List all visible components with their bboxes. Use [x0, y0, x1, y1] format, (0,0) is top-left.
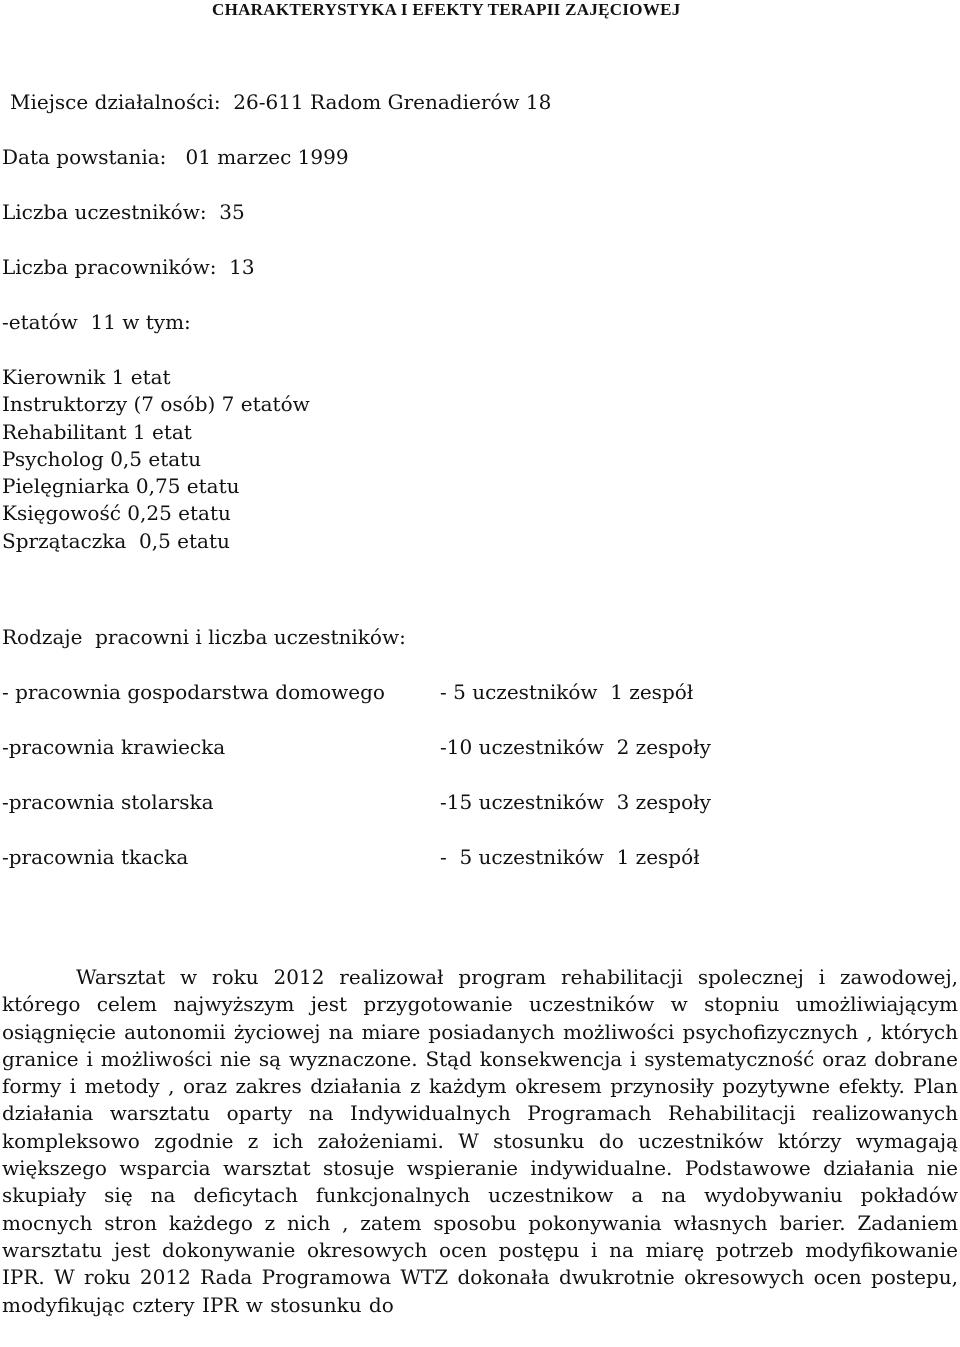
- staff-item: Pielęgniarka 0,75 etatu: [2, 474, 240, 499]
- workshop-name: -pracownia krawiecka: [2, 735, 226, 759]
- workshop-name: -pracownia stolarska: [2, 790, 214, 814]
- staff-item: Sprzątaczka 0,5 etatu: [2, 528, 230, 553]
- participant-count-line: Liczba uczestników: 35: [2, 200, 245, 224]
- workshop-detail: -10 uczestników 2 zespoły: [440, 735, 711, 759]
- founding-date-line: Data powstania: 01 marzec 1999: [2, 145, 349, 169]
- staff-list: [2, 365, 310, 556]
- workshop-name: -pracownia tkacka: [2, 845, 189, 869]
- staff-item: Kierownik 1 etat: [2, 365, 171, 389]
- workshop-detail: - 5 uczestników 1 zespół: [440, 845, 700, 869]
- workshop-row: [2, 735, 942, 759]
- staff-item: Instruktorzy (7 osób) 7 etatów: [2, 392, 310, 417]
- document-title: CHARAKTERYSTYKA I EFEKTY TERAPII ZAJĘCIOWEJ: [212, 0, 681, 19]
- staff-item: Rehabilitant 1 etat: [2, 419, 192, 444]
- workshop-row: [2, 845, 942, 869]
- workshop-detail: -15 uczestników 3 zespoły: [440, 790, 711, 814]
- workshop-row: [2, 680, 942, 704]
- workshop-name: - pracownia gospodarstwa domowego: [2, 680, 385, 704]
- positions-line: -etatów 11 w tym:: [2, 310, 191, 334]
- staff-item: Księgowość 0,25 etatu: [2, 501, 231, 526]
- location-line: Miejsce działalności: 26-611 Radom Grenadierów 18: [10, 90, 552, 114]
- workshop-row: [2, 790, 942, 814]
- workshop-detail: - 5 uczestników 1 zespół: [440, 680, 694, 704]
- workshops-heading: Rodzaje pracowni i liczba uczestników:: [2, 625, 406, 649]
- body-paragraph: Warsztat w roku 2012 realizował program rehabilitacji spolecznej i zawodowej, którego celem najwyższym jest przygotowanie uczestników w stopniu umożliwiającym osiągnięcie autonomii życiowej na miare posiadanych możliwości psychofizycznych , których granice i możliwości nie są wyznaczone. Stąd konsekwencja i systematyczność oraz dobrane formy i metody , oraz zakres działania z każdym okresem przynosiły pozytywne efekty. Plan działania warsztatu oparty na Indywidualnych Programach Rehabilitacji realizowanych kompleksowo zgodnie z ich założeniami. W stosunku do uczestników którzy wymagają większego wsparcia warsztat stosuje wspieranie indywidualne. Podstawowe działania nie skupiały się na deficytach funkcjonalnych uczestnikow a na wydobywaniu pokładów mocnych stron każdego z nich , zatem sposobu pokonywania własnych barier. Zadaniem warsztatu jest dokonywanie okresowych ocen postępu i na miarę potrzeb modyfikowanie IPR. W roku 2012 Rada Programowa WTZ dokonała dwukrotnie okresowych ocen postepu, modyfikując cztery IPR w stosunku do: [2, 965, 958, 1317]
- staff-item: Psycholog 0,5 etatu: [2, 446, 202, 471]
- employee-count-line: Liczba pracowników: 13: [2, 255, 255, 279]
